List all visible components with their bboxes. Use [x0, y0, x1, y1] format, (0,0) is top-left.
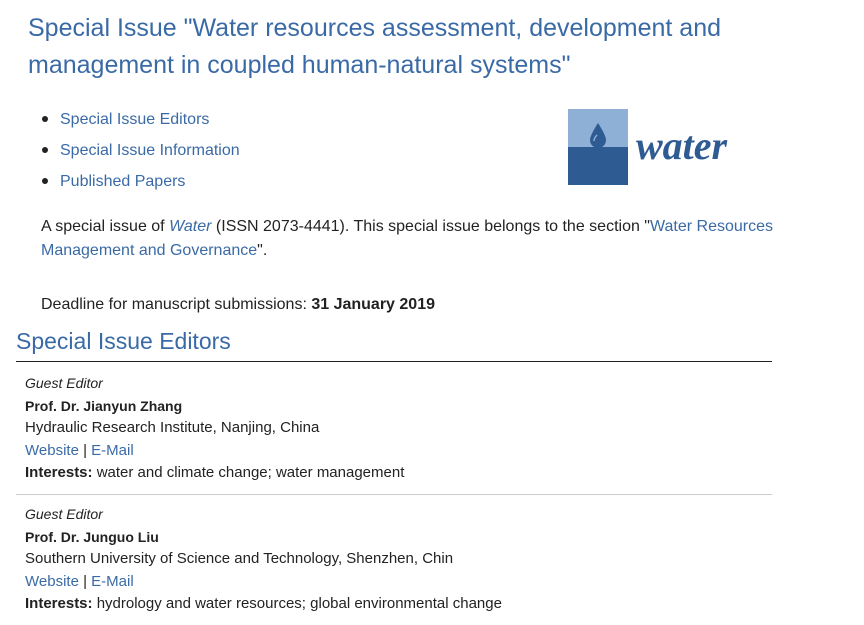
editor-divider — [16, 494, 772, 495]
editors-section-title: Special Issue Editors — [16, 326, 772, 362]
intro-paragraph — [41, 215, 831, 263]
editor-website-link[interactable]: Website — [25, 572, 79, 590]
editor-card — [25, 503, 772, 616]
editor-affiliation: Hydraulic Research Institute, Nanjing, China — [25, 419, 320, 436]
toc-item-information — [42, 139, 240, 170]
deadline — [41, 294, 435, 316]
editor-links — [25, 571, 772, 594]
editor-email-link[interactable]: E-Mail — [91, 572, 134, 590]
link-separator: | — [78, 441, 92, 459]
logo-text: water — [636, 123, 728, 168]
intro-prefix: A special issue of — [41, 218, 170, 235]
bullet-icon — [42, 116, 48, 122]
editor-name: Prof. Dr. Junguo Liu — [25, 528, 159, 545]
water-journal-logo[interactable] — [568, 109, 748, 185]
toc-link-papers[interactable]: Published Papers — [60, 173, 186, 190]
intro-suffix: ". — [257, 242, 268, 259]
intro-issn: (ISSN 2073-4441). This special issue belongs to the section " — [211, 218, 650, 235]
page-title: Special Issue "Water resources assessment, development and management in coupled human-natural systems" — [28, 14, 722, 79]
journal-link[interactable]: Water — [169, 218, 212, 235]
bullet-icon — [42, 147, 48, 153]
editor-interests — [25, 593, 772, 616]
table-of-contents — [42, 108, 240, 201]
interests-label: Interests: — [25, 595, 93, 612]
toc-item-editors — [42, 108, 240, 139]
editor-role: Guest Editor — [25, 506, 103, 522]
interests-text: hydrology and water resources; global environmental change — [92, 595, 502, 612]
logo-square-bottom — [568, 147, 628, 185]
toc-link-editors[interactable]: Special Issue Editors — [60, 111, 210, 128]
interests-text: water and climate change; water management — [92, 464, 405, 481]
deadline-date: 31 January 2019 — [311, 296, 435, 313]
editor-links — [25, 440, 772, 463]
editor-role: Guest Editor — [25, 375, 103, 391]
editor-email-link[interactable]: E-Mail — [91, 441, 134, 459]
editor-interests — [25, 462, 772, 485]
editor-website-link[interactable]: Website — [25, 441, 79, 459]
toc-item-papers — [42, 170, 240, 201]
editor-name: Prof. Dr. Jianyun Zhang — [25, 397, 183, 414]
section-link[interactable]: Water Resources Management and Governance — [41, 218, 773, 259]
toc-link-information[interactable]: Special Issue Information — [60, 142, 240, 159]
link-separator: | — [78, 572, 92, 590]
interests-label: Interests: — [25, 464, 93, 481]
editor-affiliation: Southern University of Science and Technology, Shenzhen, Chin — [25, 550, 454, 567]
deadline-label: Deadline for manuscript submissions: — [41, 296, 312, 313]
editor-card — [25, 372, 772, 485]
bullet-icon — [42, 178, 48, 184]
